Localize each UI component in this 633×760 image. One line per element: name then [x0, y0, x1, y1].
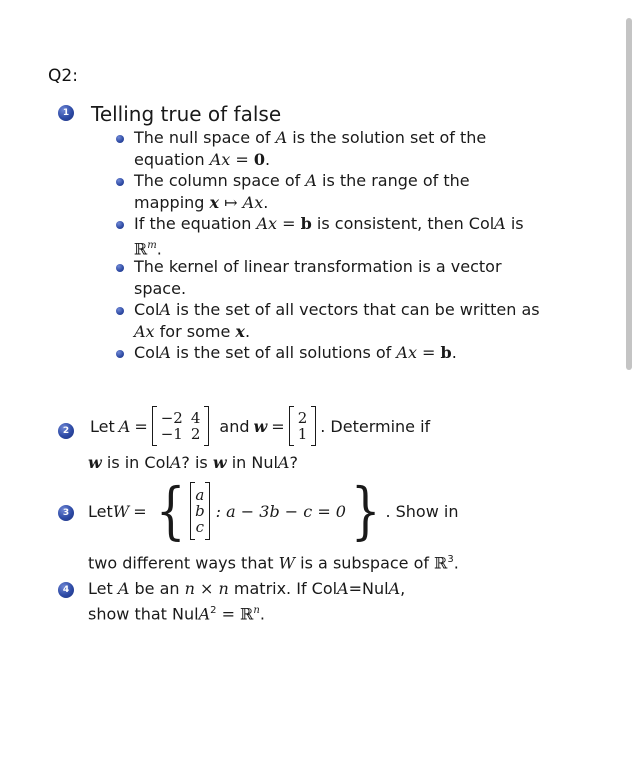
item-2-line-1: Let A = −2 4 −1 2 and w = 2 1 . Determine if: [88, 406, 432, 446]
item-3-line-2: two different ways that W is a subspace of ℝ$^3$.: [88, 553, 459, 573]
item-number-badge: 3: [58, 505, 74, 521]
bullet-dot: [116, 350, 124, 358]
bullet-dot: [116, 221, 124, 229]
item-number-badge: 2: [58, 423, 74, 439]
bullet-dot: [116, 178, 124, 186]
statement-4: The kernel of linear transformation is a vector space.: [134, 257, 502, 298]
matrix-A: −2 4 −1 2: [160, 409, 201, 443]
item-3-line-1: Let W = { a b c : a − 3b − c = 0 } . Show in: [88, 474, 459, 547]
vector-w: 2 1: [297, 409, 308, 443]
statement-1: The null space of A is the solution set of the equation Ax = 0.: [134, 128, 487, 169]
bullet-dot: [116, 264, 124, 272]
item-4: Let A be an n × n matrix. If ColA=NulA, show that NulA$^2$ = ℝ$^n$.: [88, 579, 406, 623]
scrollbar[interactable]: [626, 18, 632, 370]
bullet-dot: [116, 307, 124, 315]
item-number-badge: 1: [58, 105, 74, 121]
statement-5: ColA is the set of all vectors that can be written as Ax for some x.: [134, 300, 540, 341]
bullet-dot: [116, 135, 124, 143]
item-number-badge: 4: [58, 582, 74, 598]
item-title: Telling true of false: [91, 102, 282, 126]
statement-3: If the equation Ax = b is consistent, then ColA is ℝ$^m$.: [134, 214, 524, 258]
vector-abc: a b c: [195, 486, 205, 536]
statement-2: The column space of A is the range of the mapping x ↦ Ax.: [134, 171, 470, 212]
statement-6: ColA is the set of all solutions of Ax = b.: [134, 343, 457, 362]
question-label: Q2:: [48, 66, 78, 86]
item-2-line-2: w is in ColA? is w in NulA?: [88, 453, 298, 472]
